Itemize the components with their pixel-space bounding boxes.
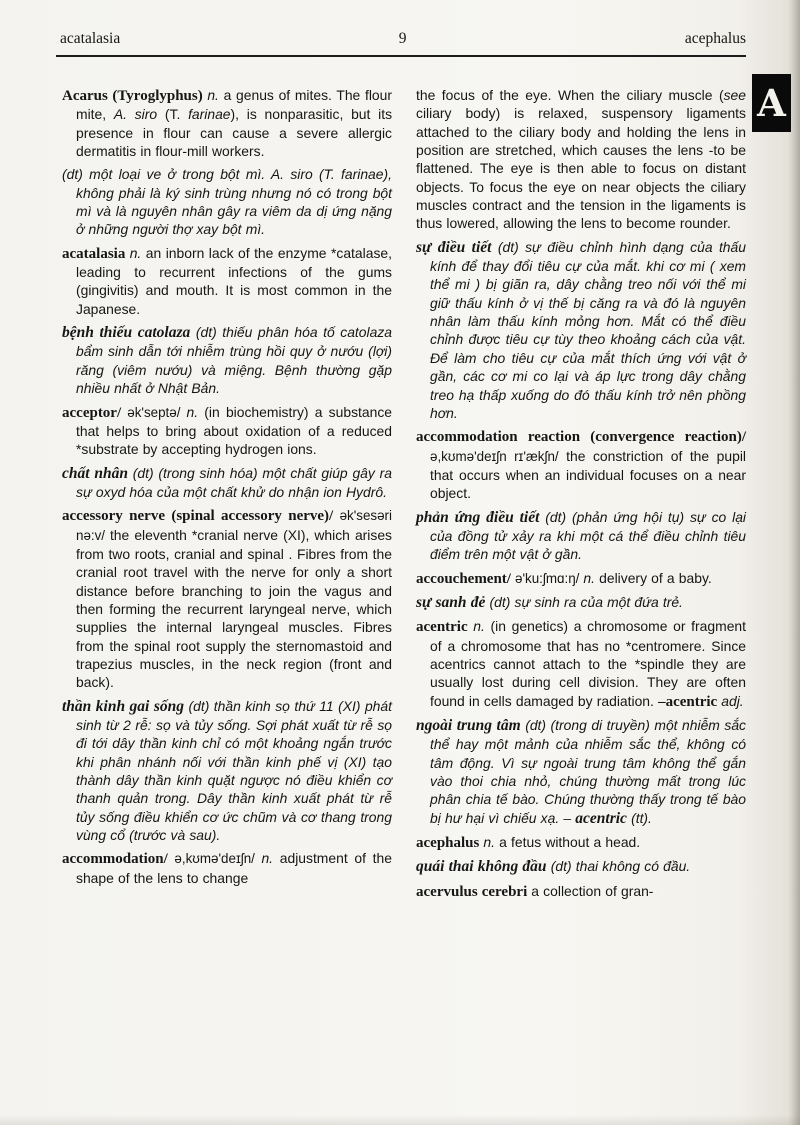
- entry-acentric: acentric n. (in genetics) a chromosome or fragment of a chromosome that has no *centromere. Since acentrics cannot attach to the *spindle they are usually lost during cell division. They are often found in cells damaged by radiation. –acentric adj.: [416, 618, 747, 710]
- entry-accommodation-vietnamese: sự điều tiết (dt) sự điều chỉnh hình dạng của thấu kính để thay đổi tiêu cự của mắt. khi cơ mi ( xem thể mi ) bị giãn ra, dây chằng treo nối với thể mi giữ thấu kính ở vị thế bị căng ra và đó là nguyên nhân làm thấu kính mỏng hơn. Mắt có thể điều chỉnh được tiêu cự tùy theo khoảng cách của vật. Để làm cho tiêu cự của mắt thích ứng với vật ở gần, các cơ mi co lại và áp lực trong dây chằng treo hạ thấp xuống do đó thấu kính trở nên phồng hơn.: [416, 238, 746, 421]
- entry-acceptor: acceptor/ ək'septə/ n. (in biochemistry) a substance that helps to bring about oxidation of a reduced *substrate by accepting hydrogen ions.: [62, 403, 393, 458]
- entry-accouchement: accouchement/ ə'ku:ʃmɑ:ŋ/ n. delivery of a baby.: [416, 569, 712, 587]
- entry-acceptor-vietnamese: chất nhân (dt) (trong sinh hóa) một chất giúp gây ra sự oxyd hóa của một chất khử do nhận ion Hydrô.: [62, 464, 392, 500]
- entry-accommodation: accommodation/ ə,kʊmə'deɪʃn/ n. adjustment of the shape of the lens to change: [62, 850, 392, 886]
- running-header: [60, 30, 746, 48]
- entry-acarus-vietnamese: (dt) một loại ve ở trong bột mì. A. siro (T. farinae), không phải là ký sinh trùng nhưng nó có trong bột mì và là nguyên nhân gây ra viêm da dị ứng nặng ở những người thợ xay bột mì.: [62, 166, 392, 238]
- page-edge-shadow: [788, 0, 800, 1125]
- right-column: [416, 86, 746, 901]
- entry-acatalasia: acatalasia n. an inborn lack of the enzyme *catalase, leading to recurrent infections of the gums (gingivitis) and mouth. It is most common in the Japanese.: [62, 244, 392, 317]
- header-rule: [56, 55, 746, 57]
- entry-accommodation-continuation: the focus of the eye. When the ciliary muscle (see ciliary body) is relaxed, suspensory ligaments attached to the ciliary body and holding the lens in position are stretched, which causes the lens -to be flattened. The eye is then able to focus on distant objects. To focus the eye on near objects the ciliary muscles contract and the tension in the ligaments is thus lowered, allowing the lens to become rounder.: [416, 87, 746, 232]
- text-columns: [62, 86, 746, 901]
- entry-accommodation-reaction-vietnamese: phản ứng điều tiết (dt) (phản ứng hội tụ) sự co lại của đồng tử xảy ra khi một cá thể điều chỉnh tiêu điểm trên một vật ở gần.: [416, 508, 747, 563]
- entry-acarus: Acarus (Tyroglyphus) n. a genus of mites. The flour mite, A. siro (T. farinae), is nonparasitic, but its presence in flour can cause a severe allergic dermatitis in flour-mill workers.: [62, 87, 393, 160]
- entry-accessory-nerve: accessory nerve (spinal accessory nerve)/ ək'sesəri nə:v/ the eleventh *cranial nerve (XI), which arises from two roots, cranial and spinal . Fibres from the cranial root travel with the nerve for only a short distance before branching to join the vagus and then forming the recurrent laryngeal nerve, which supplies the internal laryngeal muscles. Fibres from the spinal root supply the sternomastoid and trapezius muscles, in the neck region (front and back).: [62, 508, 392, 691]
- entry-acentric-vietnamese: ngoài trung tâm (dt) (trong di truyền) một nhiễm sắc thể hay một mảnh của nhiễm sắc thể, không có tâm động. Vì sự ngoài trung tâm không thể gắn vào thoi chia nhỏ, chúng thường mất trong lúc phân chia tế bào. Chúng thường thấy trong tế bào bị hư hại vì chiếu xạ. – acentric (tt).: [416, 717, 746, 827]
- entry-accessory-nerve-vietnamese: thần kinh gai sống (dt) thần kinh sọ thứ 11 (XI) phát sinh từ 2 rễ: sọ và tủy sống. Sợi phát xuất từ rễ sọ đi tới dây thần kinh chỉ có một khoảng ngắn trước khi phân nhánh nối với thần kinh phế vị (XI) tạo thành dây thần kinh quặt ngược nó điều khiển cơ thanh quản trong. Dây thần kinh xuất phát từ rễ tủy sống điều khiển cơ ức chũm và cơ thang trong vùng cổ (trước và sau).: [62, 697, 392, 844]
- thumb-tab-letter: A: [757, 81, 786, 125]
- entry-accouchement-vietnamese: sự sanh đẻ (dt) sự sinh ra của một đứa trẻ.: [416, 593, 683, 611]
- guide-word-right: acephalus: [684, 30, 746, 47]
- entry-acervulus-cerebri: acervulus cerebri a collection of gran-: [416, 882, 654, 900]
- guide-word-left: acatalasia: [60, 30, 121, 47]
- page-bottom-shade: [0, 1115, 800, 1125]
- entry-acatalasia-vietnamese: bệnh thiếu catolaza (dt) thiếu phân hóa tố catolaza bẩm sinh dẫn tới nhiễm trùng hồi quy ở nướu (lợi) răng (viêm nướu) và miệng. Bệnh thường gặp nhiều nhất ở Nhật Bản.: [62, 324, 393, 397]
- entry-accommodation-reaction: accommodation reaction (convergence reaction)/ ə,kʊmə'deɪʃn rɪ'ækʃn/ the constriction of the pupil that occurs when an individual focuses on a near object.: [416, 429, 746, 502]
- entry-acephalus: acephalus n. a fetus without a head.: [416, 834, 641, 852]
- thumb-index-tab: [752, 74, 791, 132]
- entry-acephalus-vietnamese: quái thai không đầu (dt) thai không có đầu.: [416, 858, 691, 876]
- left-column: [62, 86, 392, 901]
- page-number: 9: [398, 30, 407, 47]
